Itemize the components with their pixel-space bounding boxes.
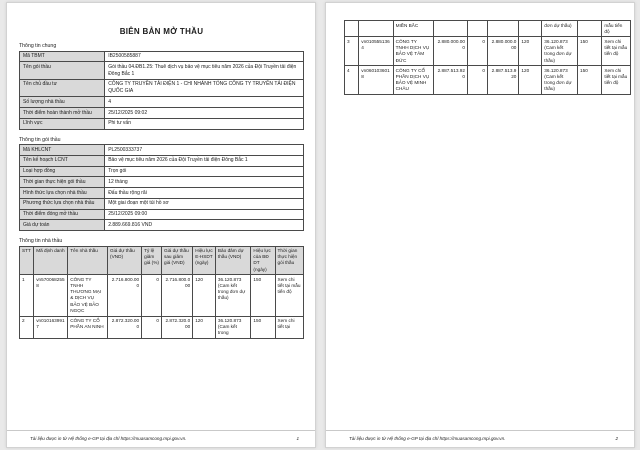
bidders-table-page-2 bbox=[344, 20, 631, 95]
info-row bbox=[20, 166, 304, 177]
field-value: 25/12/2025 09:02 bbox=[105, 108, 304, 119]
field-label: Tên chủ đầu tư bbox=[20, 79, 105, 97]
table-cell: 2.887.513.920 bbox=[487, 66, 518, 95]
page-2-content bbox=[326, 3, 634, 95]
field-label: Phương thức lựa chọn nhà thầu bbox=[20, 198, 105, 209]
field-value: CÔNG TY TRUYỀN TẢI ĐIỆN 1 - CHI NHÁNH TỔNG CÔNG TY TRUYỀN TẢI ĐIỆN QUỐC GIA bbox=[105, 79, 304, 97]
table-cell: 150 bbox=[578, 37, 602, 66]
table-cell: 150 bbox=[251, 275, 275, 316]
field-label: Thời điểm hoàn thành mở thầu bbox=[20, 108, 105, 119]
info-row bbox=[20, 62, 304, 80]
column-header: Thời gian thực hiện gói thầu bbox=[275, 246, 303, 275]
field-value: Đấu thầu rộng rãi bbox=[105, 188, 304, 199]
info-row bbox=[20, 177, 304, 188]
document-page-2 bbox=[325, 2, 635, 448]
table-row bbox=[345, 21, 631, 37]
table-cell: vn0601036018 bbox=[359, 66, 393, 95]
field-label: Tên gói thầu bbox=[20, 62, 105, 80]
info-row bbox=[20, 108, 304, 119]
table-cell: 36.120.873 (Cam kết trong đơn dự thầu) bbox=[542, 66, 578, 95]
table-cell: 4 bbox=[345, 66, 359, 95]
table-cell bbox=[433, 21, 467, 37]
table-cell: 120 bbox=[519, 37, 542, 66]
column-header: Tên nhà thầu bbox=[68, 246, 108, 275]
info-row bbox=[20, 97, 304, 108]
column-header: Hiệu lực E-HSDT (ngày) bbox=[193, 246, 216, 275]
field-label: Giá dự toán bbox=[20, 220, 105, 231]
field-label: Tên kế hoạch LCNT bbox=[20, 155, 105, 166]
info-row bbox=[20, 51, 304, 62]
section-label-bidders: Thông tin nhà thầu bbox=[19, 238, 63, 244]
table-row bbox=[20, 275, 304, 316]
bidders-header-row bbox=[20, 246, 304, 275]
page-number: 2 bbox=[615, 435, 618, 441]
info-row bbox=[20, 118, 304, 129]
table-cell: 2.880.000.000 bbox=[433, 37, 467, 66]
info-row bbox=[20, 145, 304, 156]
table-cell: CÔNG TY CỔ PHẦN AN NINH bbox=[68, 316, 108, 339]
table-cell: 120 bbox=[519, 66, 542, 95]
bidders-table-page-1 bbox=[19, 246, 304, 340]
column-header: Tỷ lệ giảm giá (%) bbox=[142, 246, 162, 275]
table-row bbox=[345, 37, 631, 66]
table-cell: mẫu tiến độ bbox=[602, 21, 631, 37]
package-info-table bbox=[19, 144, 304, 231]
table-cell: Xem chi tiết tại bbox=[275, 316, 303, 339]
table-cell: 2 bbox=[20, 316, 34, 339]
table-cell: 2.887.513.920 bbox=[433, 66, 467, 95]
field-value: PL2500333737 bbox=[105, 145, 304, 156]
field-value: Bảo vệ mục tiêu năm 2026 của Đội Truyền tải điện Đông Bắc 1 bbox=[105, 155, 304, 166]
column-header: Giá dự thầu sau giảm giá (VND) bbox=[161, 246, 192, 275]
table-cell: 0 bbox=[142, 316, 162, 339]
table-cell: 120 bbox=[193, 316, 216, 339]
page-1-content bbox=[7, 3, 315, 339]
table-row bbox=[20, 316, 304, 339]
field-value: Phi tư vấn bbox=[105, 118, 304, 129]
table-row bbox=[345, 66, 631, 95]
column-header: Mã định danh bbox=[34, 246, 68, 275]
field-value: Trọn gói bbox=[105, 166, 304, 177]
table-cell: 150 bbox=[251, 316, 275, 339]
field-value: Gói thầu 04.ĐB1.25: Thuê dịch vụ bảo vệ mục tiêu năm 2026 của Đội Truyền tải điện Đông Bắc 1 bbox=[105, 62, 304, 80]
field-label: Thời gian thực hiện gói thầu bbox=[20, 177, 105, 188]
table-cell: đơn dự thầu) bbox=[542, 21, 578, 37]
table-cell: 2.880.000.000 bbox=[487, 37, 518, 66]
field-label: Số lượng nhà thầu bbox=[20, 97, 105, 108]
page-title: BIÊN BẢN MỞ THẦU bbox=[119, 27, 204, 36]
table-cell: 36.120.873 (Cam kết trong đơn dự thầu) bbox=[215, 275, 251, 316]
field-value: IB2500585887 bbox=[105, 51, 304, 62]
document-page-1 bbox=[6, 2, 316, 448]
table-cell bbox=[487, 21, 518, 37]
field-value: 25/12/2025 09:00 bbox=[105, 209, 304, 220]
table-cell bbox=[519, 21, 542, 37]
table-cell: 2.872.320.000 bbox=[161, 316, 192, 339]
field-label: Loại hợp đồng bbox=[20, 166, 105, 177]
table-cell: vn0101639917 bbox=[34, 316, 68, 339]
field-label: Hình thức lựa chọn nhà thầu bbox=[20, 188, 105, 199]
table-cell: vn5700682558 bbox=[34, 275, 68, 316]
column-header: Hiệu lực của BĐ DT (ngày) bbox=[251, 246, 275, 275]
table-cell: 120 bbox=[193, 275, 216, 316]
info-row bbox=[20, 220, 304, 231]
table-cell: 150 bbox=[578, 66, 602, 95]
column-header: Giá dự thầu (VND) bbox=[108, 246, 142, 275]
info-row bbox=[20, 198, 304, 209]
info-row bbox=[20, 155, 304, 166]
table-cell: 36.120.873 (Cam kết trong bbox=[215, 316, 251, 339]
table-cell: 1 bbox=[20, 275, 34, 316]
table-cell: Xem chi tiết tại mẫu tiến độ bbox=[602, 66, 631, 95]
field-label: Thời điểm đóng mở thầu bbox=[20, 209, 105, 220]
table-cell: CÔNG TY CỔ PHẦN DỊCH VỤ BẢO VỆ MINH CHÂU bbox=[393, 66, 433, 95]
table-cell: 0 bbox=[142, 275, 162, 316]
general-info-table bbox=[19, 51, 304, 130]
field-label: Lĩnh vực bbox=[20, 118, 105, 129]
field-value: 12 tháng bbox=[105, 177, 304, 188]
footer-source-text: Tài liệu được in từ Hệ thống e-GP tại địa chỉ https://muasamcong.mpi.gov.vn. bbox=[349, 435, 506, 441]
info-row bbox=[20, 209, 304, 220]
table-cell: 0 bbox=[467, 66, 487, 95]
field-value: 4 bbox=[105, 97, 304, 108]
table-cell: CÔNG TY TNHH THƯƠNG MẠI & DỊCH VỤ BẢO VỆ BẢO NGỌC bbox=[68, 275, 108, 316]
table-cell: 0 bbox=[467, 37, 487, 66]
table-cell: 2.716.800.000 bbox=[108, 275, 142, 316]
table-cell: vn0105551364 bbox=[359, 37, 393, 66]
section-label-general: Thông tin chung bbox=[19, 43, 57, 49]
table-cell: Xem chi tiết tại mẫu tiến độ bbox=[275, 275, 303, 316]
page-1-footer bbox=[7, 430, 315, 445]
field-value: Một giai đoạn một túi hồ sơ bbox=[105, 198, 304, 209]
page-number: 1 bbox=[296, 435, 299, 441]
table-cell: CÔNG TY TNHH DỊCH VỤ BẢO VỆ TÂM ĐỨC bbox=[393, 37, 433, 66]
footer-source-text: Tài liệu được in từ Hệ thống e-GP tại địa chỉ https://muasamcong.mpi.gov.vn. bbox=[30, 435, 187, 441]
info-row bbox=[20, 188, 304, 199]
info-row bbox=[20, 79, 304, 97]
table-cell: MIỀN BẮC bbox=[393, 21, 433, 37]
field-label: Mã KHLCNT bbox=[20, 145, 105, 156]
column-header: Bảo đảm dự thầu (VND) bbox=[215, 246, 251, 275]
table-cell bbox=[467, 21, 487, 37]
table-cell: 2.716.800.000 bbox=[161, 275, 192, 316]
section-label-package: Thông tin gói thầu bbox=[19, 136, 61, 143]
table-cell bbox=[578, 21, 602, 37]
table-cell: 3 bbox=[345, 37, 359, 66]
page-2-footer bbox=[326, 430, 634, 445]
table-cell: Xem chi tiết tại mẫu tiến độ bbox=[602, 37, 631, 66]
table-cell bbox=[359, 21, 393, 37]
field-value: 2.889.669.816 VND bbox=[105, 220, 304, 231]
bidders-table-clip bbox=[19, 246, 304, 340]
column-header: STT bbox=[20, 246, 34, 275]
field-label: Mã TBMT bbox=[20, 51, 105, 62]
table-cell: 2.872.320.000 bbox=[108, 316, 142, 339]
table-cell: 36.120.873 (Cam kết trong đơn dự thầu) bbox=[542, 37, 578, 66]
table-cell bbox=[345, 21, 359, 37]
